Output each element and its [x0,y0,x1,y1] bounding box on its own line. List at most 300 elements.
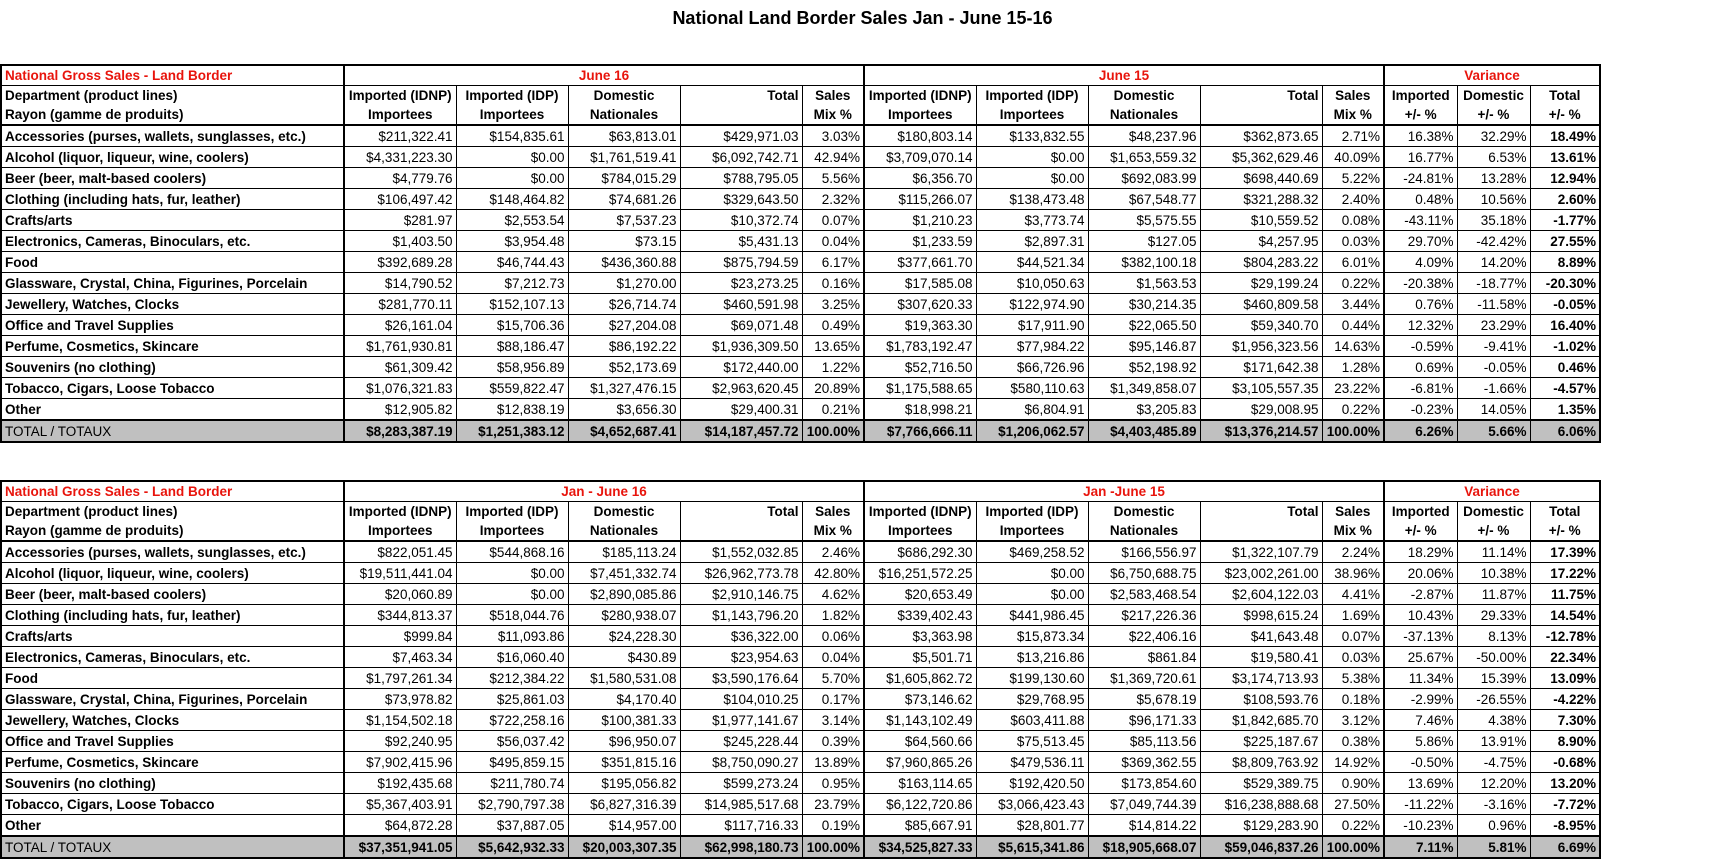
cell-imported-idnp-previous: $7,960,865.26 [864,752,976,773]
cell-sales-mix-current: 23.79% [802,794,864,815]
cell-total-current: $8,750,090.27 [680,752,802,773]
header-imported-idnp-previous: Importees [864,105,976,125]
cell-total-previous: $529,389.75 [1200,773,1322,794]
header-domestic-current: Nationales [568,521,680,541]
cell-total-previous: $59,340.70 [1200,315,1322,336]
cell-variance-total: -0.05% [1530,294,1600,315]
cell-imported-idp-current: $2,790,797.38 [456,794,568,815]
cell-sales-mix-current: 5.70% [802,668,864,689]
cell-department: Beer (beer, malt-based coolers) [1,584,344,605]
total-total-current: $62,998,180.73 [680,836,802,858]
cell-sales-mix-current: 3.14% [802,710,864,731]
cell-total-current: $69,071.48 [680,315,802,336]
table-row [1,605,1600,626]
total-department: TOTAL / TOTAUX [1,836,344,858]
cell-total-current: $10,372.74 [680,210,802,231]
total-variance-imported: 6.26% [1384,420,1457,442]
cell-sales-mix-current: 0.04% [802,647,864,668]
cell-imported-idp-current: $16,060.40 [456,647,568,668]
cell-sales-mix-current: 0.49% [802,315,864,336]
header-variance-imported: Imported [1384,86,1457,106]
table-row [1,773,1600,794]
cell-imported-idnp-current: $61,309.42 [344,357,456,378]
cell-imported-idnp-previous: $307,620.33 [864,294,976,315]
cell-sales-mix-current: 0.06% [802,626,864,647]
cell-imported-idnp-current: $1,403.50 [344,231,456,252]
total-variance-total: 6.06% [1530,420,1600,442]
cell-sales-mix-current: 13.89% [802,752,864,773]
cell-sales-mix-previous: 5.38% [1322,668,1384,689]
total-imported-idnp-previous: $7,766,666.11 [864,420,976,442]
cell-total-previous: $225,187.67 [1200,731,1322,752]
cell-variance-imported: -10.23% [1384,815,1457,837]
cell-department: Alcohol (liquor, liqueur, wine, coolers) [1,147,344,168]
cell-total-previous: $1,322,107.79 [1200,541,1322,563]
header-department: Department (product lines) [1,502,344,522]
cell-sales-mix-previous: 6.01% [1322,252,1384,273]
cell-variance-domestic: 10.38% [1457,563,1530,584]
cell-sales-mix-previous: 0.03% [1322,231,1384,252]
cell-sales-mix-current: 0.16% [802,273,864,294]
cell-domestic-previous: $22,065.50 [1088,315,1200,336]
cell-total-previous: $3,105,557.35 [1200,378,1322,399]
cell-domestic-current: $27,204.08 [568,315,680,336]
cell-sales-mix-previous: 23.22% [1322,378,1384,399]
cell-imported-idp-previous: $199,130.60 [976,668,1088,689]
table-row [1,125,1600,147]
total-imported-idp-previous: $1,206,062.57 [976,420,1088,442]
cell-variance-domestic: -0.05% [1457,357,1530,378]
cell-sales-mix-previous: 0.03% [1322,647,1384,668]
header-variance-total: Total [1530,86,1600,106]
cell-imported-idp-current: $154,835.61 [456,125,568,147]
period-current-label: Jan - June 16 [344,481,864,502]
table-row [1,336,1600,357]
cell-sales-mix-previous: 38.96% [1322,563,1384,584]
cell-domestic-previous: $217,226.36 [1088,605,1200,626]
table-row [1,168,1600,189]
cell-imported-idnp-previous: $18,998.21 [864,399,976,421]
total-variance-domestic: 5.66% [1457,420,1530,442]
total-imported-idp-current: $1,251,383.12 [456,420,568,442]
cell-total-current: $5,431.13 [680,231,802,252]
cell-sales-mix-previous: 1.69% [1322,605,1384,626]
cell-imported-idp-current: $11,093.86 [456,626,568,647]
cell-total-current: $1,552,032.85 [680,541,802,563]
cell-domestic-current: $7,537.23 [568,210,680,231]
cell-imported-idnp-previous: $1,233.59 [864,231,976,252]
header-total-current [680,105,802,125]
period-previous-label: June 15 [864,65,1384,86]
column-header-row [1,502,1600,522]
cell-variance-total: 27.55% [1530,231,1600,252]
cell-variance-imported: -11.22% [1384,794,1457,815]
cell-total-current: $117,716.33 [680,815,802,837]
header-department: Department (product lines) [1,86,344,106]
cell-imported-idnp-previous: $85,667.91 [864,815,976,837]
cell-total-previous: $4,257.95 [1200,231,1322,252]
cell-total-previous: $3,174,713.93 [1200,668,1322,689]
cell-variance-total: 14.54% [1530,605,1600,626]
cell-domestic-current: $100,381.33 [568,710,680,731]
cell-domestic-previous: $96,171.33 [1088,710,1200,731]
cell-variance-total: 0.46% [1530,357,1600,378]
cell-domestic-current: $14,957.00 [568,815,680,837]
cell-department: Jewellery, Watches, Clocks [1,294,344,315]
cell-domestic-current: $26,714.74 [568,294,680,315]
cell-domestic-previous: $1,563.53 [1088,273,1200,294]
header-domestic-previous: Nationales [1088,105,1200,125]
total-imported-idnp-previous: $34,525,827.33 [864,836,976,858]
cell-variance-imported: 16.77% [1384,147,1457,168]
cell-imported-idnp-current: $73,978.82 [344,689,456,710]
cell-sales-mix-previous: 2.24% [1322,541,1384,563]
total-domestic-current: $20,003,307.35 [568,836,680,858]
cell-total-current: $460,591.98 [680,294,802,315]
cell-total-previous: $41,643.48 [1200,626,1322,647]
cell-variance-domestic: 29.33% [1457,605,1530,626]
cell-variance-imported: -0.50% [1384,752,1457,773]
header-domestic-current: Domestic [568,502,680,522]
header-total-previous [1200,105,1322,125]
cell-imported-idnp-current: $344,813.37 [344,605,456,626]
cell-imported-idp-current: $7,212.73 [456,273,568,294]
cell-imported-idp-previous: $479,536.11 [976,752,1088,773]
cell-imported-idnp-previous: $1,210.23 [864,210,976,231]
cell-imported-idnp-previous: $180,803.14 [864,125,976,147]
cell-total-current: $36,322.00 [680,626,802,647]
cell-imported-idnp-previous: $1,783,192.47 [864,336,976,357]
cell-domestic-previous: $6,750,688.75 [1088,563,1200,584]
total-imported-idp-current: $5,642,932.33 [456,836,568,858]
cell-imported-idnp-current: $192,435.68 [344,773,456,794]
total-variance-domestic: 5.81% [1457,836,1530,858]
cell-imported-idp-current: $88,186.47 [456,336,568,357]
cell-imported-idp-current: $3,954.48 [456,231,568,252]
header-imported-idp-current: Imported (IDP) [456,502,568,522]
header-sales-mix-previous: Sales [1322,86,1384,106]
cell-imported-idnp-previous: $5,501.71 [864,647,976,668]
header-variance-total: +/- % [1530,105,1600,125]
cell-sales-mix-current: 1.82% [802,605,864,626]
cell-domestic-current: $73.15 [568,231,680,252]
cell-department: Food [1,668,344,689]
table-row [1,147,1600,168]
cell-imported-idnp-previous: $73,146.62 [864,689,976,710]
cell-domestic-previous: $166,556.97 [1088,541,1200,563]
cell-domestic-previous: $5,575.55 [1088,210,1200,231]
cell-variance-imported: 12.32% [1384,315,1457,336]
cell-imported-idnp-current: $211,322.41 [344,125,456,147]
header-imported-idp-previous: Importees [976,521,1088,541]
cell-imported-idp-current: $152,107.13 [456,294,568,315]
cell-sales-mix-current: 6.17% [802,252,864,273]
table-row [1,315,1600,336]
cell-sales-mix-previous: 0.22% [1322,273,1384,294]
cell-total-current: $6,092,742.71 [680,147,802,168]
cell-imported-idnp-current: $64,872.28 [344,815,456,837]
header-total-previous [1200,521,1322,541]
cell-sales-mix-current: 13.65% [802,336,864,357]
header-variance-total: +/- % [1530,521,1600,541]
cell-domestic-previous: $861.84 [1088,647,1200,668]
cell-variance-domestic: -42.42% [1457,231,1530,252]
cell-imported-idp-previous: $6,804.91 [976,399,1088,421]
cell-variance-domestic: 8.13% [1457,626,1530,647]
cell-sales-mix-current: 42.80% [802,563,864,584]
cell-sales-mix-current: 42.94% [802,147,864,168]
cell-sales-mix-previous: 0.90% [1322,773,1384,794]
section-header-row [1,65,1600,86]
header-total-previous: Total [1200,86,1322,106]
cell-imported-idp-current: $0.00 [456,168,568,189]
cell-variance-domestic: -26.55% [1457,689,1530,710]
cell-department: Electronics, Cameras, Binoculars, etc. [1,231,344,252]
cell-total-previous: $171,642.38 [1200,357,1322,378]
cell-variance-domestic: 13.28% [1457,168,1530,189]
cell-sales-mix-current: 3.25% [802,294,864,315]
cell-variance-imported: -2.87% [1384,584,1457,605]
cell-variance-imported: -6.81% [1384,378,1457,399]
cell-imported-idnp-previous: $1,605,862.72 [864,668,976,689]
cell-imported-idp-current: $46,744.43 [456,252,568,273]
cell-total-previous: $1,956,323.56 [1200,336,1322,357]
cell-imported-idp-previous: $0.00 [976,147,1088,168]
cell-variance-total: -1.77% [1530,210,1600,231]
cell-sales-mix-previous: 0.22% [1322,815,1384,837]
cell-variance-imported: -37.13% [1384,626,1457,647]
cell-imported-idp-current: $56,037.42 [456,731,568,752]
cell-imported-idp-current: $559,822.47 [456,378,568,399]
variance-label: Variance [1384,481,1600,502]
cell-imported-idp-previous: $29,768.95 [976,689,1088,710]
cell-imported-idnp-previous: $19,363.30 [864,315,976,336]
cell-variance-domestic: -4.75% [1457,752,1530,773]
total-total-current: $14,187,457.72 [680,420,802,442]
cell-variance-imported: -0.59% [1384,336,1457,357]
cell-sales-mix-previous: 2.40% [1322,189,1384,210]
cell-imported-idnp-previous: $163,114.65 [864,773,976,794]
cell-domestic-previous: $369,362.55 [1088,752,1200,773]
table-row [1,563,1600,584]
header-department: Rayon (gamme de produits) [1,521,344,541]
cell-domestic-previous: $85,113.56 [1088,731,1200,752]
header-imported-idp-current: Imported (IDP) [456,86,568,106]
cell-domestic-previous: $1,369,720.61 [1088,668,1200,689]
header-imported-idnp-current: Imported (IDNP) [344,502,456,522]
cell-imported-idp-previous: $138,473.48 [976,189,1088,210]
cell-department: Souvenirs (no clothing) [1,773,344,794]
cell-imported-idp-previous: $441,986.45 [976,605,1088,626]
cell-total-current: $104,010.25 [680,689,802,710]
cell-imported-idp-current: $58,956.89 [456,357,568,378]
total-sales-mix-previous: 100.00% [1322,420,1384,442]
cell-variance-imported: 4.09% [1384,252,1457,273]
cell-total-current: $29,400.31 [680,399,802,421]
cell-domestic-current: $24,228.30 [568,626,680,647]
cell-sales-mix-previous: 0.44% [1322,315,1384,336]
header-imported-idnp-current: Importees [344,105,456,125]
header-imported-idp-previous: Imported (IDP) [976,502,1088,522]
cell-imported-idp-previous: $28,801.77 [976,815,1088,837]
cell-domestic-current: $436,360.88 [568,252,680,273]
cell-variance-domestic: -9.41% [1457,336,1530,357]
cell-imported-idp-previous: $66,726.96 [976,357,1088,378]
cell-variance-domestic: -18.77% [1457,273,1530,294]
cell-imported-idp-previous: $192,420.50 [976,773,1088,794]
cell-sales-mix-current: 0.17% [802,689,864,710]
total-total-previous: $59,046,837.26 [1200,836,1322,858]
cell-total-previous: $804,283.22 [1200,252,1322,273]
total-variance-total: 6.69% [1530,836,1600,858]
cell-variance-domestic: 10.56% [1457,189,1530,210]
header-domestic-current: Nationales [568,105,680,125]
cell-total-current: $1,977,141.67 [680,710,802,731]
cell-variance-total: 8.89% [1530,252,1600,273]
cell-sales-mix-current: 0.95% [802,773,864,794]
header-variance-imported: +/- % [1384,105,1457,125]
cell-imported-idnp-current: $26,161.04 [344,315,456,336]
cell-department: Electronics, Cameras, Binoculars, etc. [1,647,344,668]
cell-imported-idp-previous: $75,513.45 [976,731,1088,752]
cell-total-current: $23,954.63 [680,647,802,668]
cell-domestic-previous: $5,678.19 [1088,689,1200,710]
cell-variance-imported: 11.34% [1384,668,1457,689]
total-sales-mix-current: 100.00% [802,420,864,442]
section-label: National Gross Sales - Land Border [1,65,344,86]
cell-department: Accessories (purses, wallets, sunglasses, etc.) [1,541,344,563]
header-sales-mix-current: Sales [802,502,864,522]
cell-total-previous: $29,199.24 [1200,273,1322,294]
cell-domestic-previous: $95,146.87 [1088,336,1200,357]
cell-imported-idp-previous: $3,773.74 [976,210,1088,231]
sales-table-june [0,64,1601,443]
cell-sales-mix-previous: 0.08% [1322,210,1384,231]
cell-sales-mix-previous: 40.09% [1322,147,1384,168]
header-domestic-previous: Nationales [1088,521,1200,541]
cell-imported-idnp-current: $5,367,403.91 [344,794,456,815]
cell-total-previous: $16,238,888.68 [1200,794,1322,815]
cell-total-current: $1,143,796.20 [680,605,802,626]
cell-variance-total: -20.30% [1530,273,1600,294]
cell-total-previous: $29,008.95 [1200,399,1322,421]
cell-sales-mix-previous: 3.12% [1322,710,1384,731]
cell-sales-mix-current: 0.04% [802,231,864,252]
cell-imported-idp-current: $2,553.54 [456,210,568,231]
header-variance-total: Total [1530,502,1600,522]
total-imported-idp-previous: $5,615,341.86 [976,836,1088,858]
cell-variance-imported: 18.29% [1384,541,1457,563]
cell-imported-idp-current: $12,838.19 [456,399,568,421]
cell-sales-mix-previous: 14.63% [1322,336,1384,357]
cell-imported-idnp-current: $14,790.52 [344,273,456,294]
cell-total-current: $14,985,517.68 [680,794,802,815]
cell-domestic-current: $2,890,085.86 [568,584,680,605]
cell-department: Glassware, Crystal, China, Figurines, Porcelain [1,273,344,294]
cell-department: Jewellery, Watches, Clocks [1,710,344,731]
cell-domestic-current: $351,815.16 [568,752,680,773]
cell-total-current: $3,590,176.64 [680,668,802,689]
total-row [1,836,1600,858]
table-row [1,647,1600,668]
cell-variance-total: -7.72% [1530,794,1600,815]
cell-department: Tobacco, Cigars, Loose Tobacco [1,378,344,399]
period-current-label: June 16 [344,65,864,86]
cell-department: Perfume, Cosmetics, Skincare [1,336,344,357]
cell-imported-idnp-current: $12,905.82 [344,399,456,421]
table-row [1,731,1600,752]
cell-imported-idp-previous: $469,258.52 [976,541,1088,563]
header-imported-idnp-previous: Imported (IDNP) [864,86,976,106]
cell-total-previous: $19,580.41 [1200,647,1322,668]
cell-domestic-previous: $3,205.83 [1088,399,1200,421]
cell-imported-idnp-previous: $16,251,572.25 [864,563,976,584]
cell-domestic-current: $3,656.30 [568,399,680,421]
cell-domestic-previous: $14,814.22 [1088,815,1200,837]
cell-department: Office and Travel Supplies [1,315,344,336]
cell-variance-imported: -43.11% [1384,210,1457,231]
total-imported-idnp-current: $8,283,387.19 [344,420,456,442]
cell-domestic-previous: $173,854.60 [1088,773,1200,794]
cell-imported-idp-current: $495,859.15 [456,752,568,773]
header-imported-idp-previous: Imported (IDP) [976,86,1088,106]
cell-sales-mix-current: 0.21% [802,399,864,421]
cell-sales-mix-current: 3.03% [802,125,864,147]
cell-variance-total: 1.35% [1530,399,1600,421]
cell-variance-domestic: -50.00% [1457,647,1530,668]
table-row [1,399,1600,421]
cell-sales-mix-previous: 3.44% [1322,294,1384,315]
cell-variance-imported: 20.06% [1384,563,1457,584]
table-row [1,252,1600,273]
cell-department: Tobacco, Cigars, Loose Tobacco [1,794,344,815]
table-row [1,189,1600,210]
cell-total-current: $1,936,309.50 [680,336,802,357]
table-row [1,626,1600,647]
cell-domestic-current: $74,681.26 [568,189,680,210]
cell-sales-mix-current: 5.56% [802,168,864,189]
cell-sales-mix-previous: 0.22% [1322,399,1384,421]
cell-imported-idnp-current: $7,463.34 [344,647,456,668]
header-imported-idnp-previous: Imported (IDNP) [864,502,976,522]
header-department: Rayon (gamme de produits) [1,105,344,125]
cell-imported-idp-previous: $580,110.63 [976,378,1088,399]
cell-total-previous: $321,288.32 [1200,189,1322,210]
table-row [1,794,1600,815]
cell-department: Other [1,815,344,837]
header-imported-idnp-current: Importees [344,521,456,541]
cell-imported-idp-current: $212,384.22 [456,668,568,689]
cell-total-previous: $8,809,763.92 [1200,752,1322,773]
cell-domestic-current: $195,056.82 [568,773,680,794]
cell-variance-domestic: 14.05% [1457,399,1530,421]
cell-imported-idnp-previous: $3,709,070.14 [864,147,976,168]
cell-sales-mix-current: 4.62% [802,584,864,605]
total-row [1,420,1600,442]
cell-domestic-previous: $692,083.99 [1088,168,1200,189]
cell-variance-imported: 25.67% [1384,647,1457,668]
header-sales-mix-previous: Mix % [1322,521,1384,541]
cell-department: Crafts/arts [1,210,344,231]
cell-sales-mix-current: 1.22% [802,357,864,378]
cell-department: Other [1,399,344,421]
cell-domestic-current: $784,015.29 [568,168,680,189]
cell-domestic-previous: $2,583,468.54 [1088,584,1200,605]
cell-imported-idnp-current: $1,761,930.81 [344,336,456,357]
header-sales-mix-current: Mix % [802,521,864,541]
cell-domestic-current: $1,580,531.08 [568,668,680,689]
total-total-previous: $13,376,214.57 [1200,420,1322,442]
